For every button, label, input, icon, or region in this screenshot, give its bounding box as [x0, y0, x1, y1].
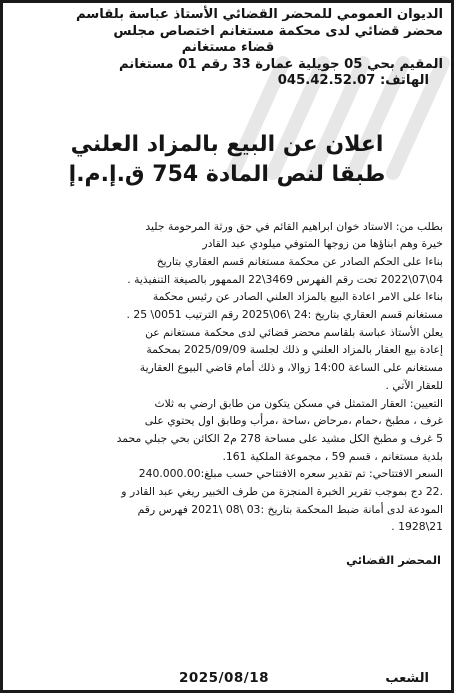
publication-date: 2025/08/18: [179, 670, 270, 686]
phone-label: الهاتف:: [379, 73, 429, 88]
body-line: 04\07\2022 تحت رقم الفهرس 3469\22 الممهور بالصيغة التنفيذية .: [127, 272, 443, 286]
bailiff-office-header: [3, 3, 451, 90]
office-jurisdiction: محضر قضائي لدى محكمة مستغانم اختصاص مجلس: [113, 23, 443, 39]
body-line: مستغانم على الساعة 14:00 زوالا، و ذلك أمام قاضي البيوع العقارية: [139, 361, 443, 375]
body-line: يعلن الأستاذ عباسة بلقاسم محضر قضائي لدى محكمة مستغانم عن: [145, 325, 443, 339]
body-line: للعقار الآتي .: [385, 378, 443, 392]
body-line: مستغانم قسم العقاري بتاريخ :24 \06\2025 رقم الترتيب 0051\ 25 .: [126, 308, 443, 322]
body-line: 5 غرف و مطبخ الكل مشيد على مساحة 278 م2 الكائن بحي جبلي محمد: [116, 431, 443, 445]
office-name: الديوان العمومي للمحضر القضائي الأستاذ عباسة بلقاسم: [75, 7, 443, 22]
body-line: بناءا على الامر اعادة البيع بالمزاد العلني الصادر عن رئيس محكمة: [152, 290, 443, 304]
newspaper-name: الشعب: [385, 671, 429, 686]
notice-title: اعلان عن البيع بالمزاد العلني: [70, 131, 384, 157]
body-line: 21\1928 .: [391, 520, 443, 534]
phone-value: 045.42.52.07: [277, 73, 376, 88]
body-line: بلدية مستغانم ، قسم 59 ، مجموعة الملكية 161.: [222, 449, 443, 463]
body-line: بطلب من: الاستاد خوان ابراهيم القائم في حق ورثة المرحومة جليد: [145, 219, 443, 233]
body-line: غرف ، مطبخ ،حمام ،مرحاض ،ساحة ،مرأب وطابق اول يحتوي على: [144, 414, 443, 428]
office-phone: [13, 73, 443, 90]
notice-body: [3, 218, 451, 537]
body-line: السعر الافتتاحي: تم تقدير سعره الافتتاحي حسب مبلغ:240.000.00: [138, 467, 443, 481]
office-address: المقيم بحي 05 جويلية عمارة 33 رقم 01 مستغانم: [118, 56, 443, 72]
office-court: قضاء مستغانم: [181, 40, 275, 55]
body-line: بناءا على الحكم الصادر عن محكمة مستغانم قسم العقاري بتاريخ: [156, 254, 443, 268]
body-line: .22 دج بموجب تقرير الخبرة المنجزة من طرف الخبير ريغي عبد القادر و: [121, 485, 443, 499]
notice-subtitle: طبقا لنص المادة 754 ق.إ.م.إ: [68, 161, 386, 187]
body-line: التعيين: العقار المتمثل في مسكن يتكون من طابق ارضي به ثلاث: [154, 396, 443, 410]
notice-headline: [3, 130, 451, 190]
body-line: إعادة بيع العقار بالمزاد العلني و ذلك لجلسة 2025/09/09 بمحكمة: [146, 343, 443, 357]
body-line: خيرة وهم ابناؤها من زوجها المتوفي ميلودي عبد القادر: [202, 237, 443, 251]
signature: المحضر القضائي: [346, 553, 441, 568]
publication-footer: [3, 670, 451, 686]
body-line: المودعة لدى أمانة ضبط المحكمة بتاريخ :03 \08 \2021 فهرس رقم: [137, 502, 443, 516]
